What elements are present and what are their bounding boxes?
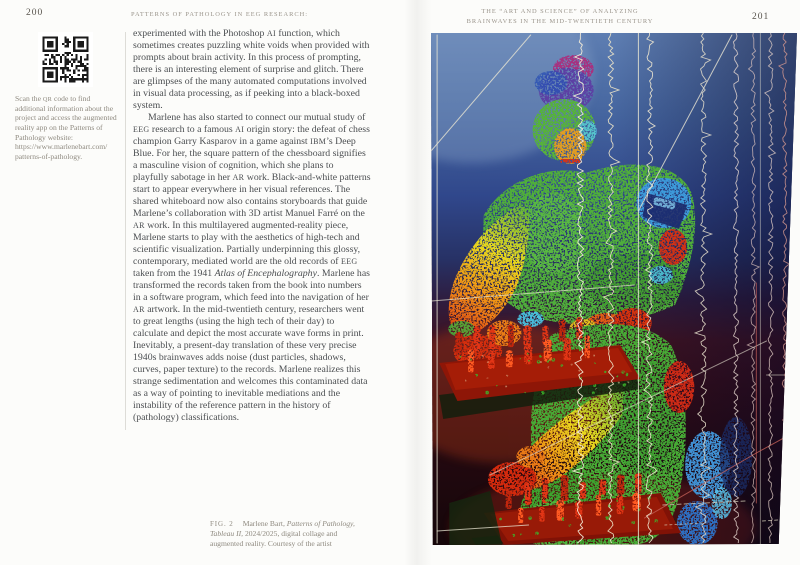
paragraph-text: . Marlene has transformed the records taken from the book into numbers in a software program, which feed into the navigation of her AR artwork. In the mid-twentieth century, researchers went to great lengths (using the high tech of their day) to calculate and depict the most accurate wave forms in print. Inevitably, a present-day translation of these very precise 1940s brainwaves adds noise (dust particles, shadows, curves, paper texture) to the records. Marlene realizes this strange sedimentation and welcomes this contaminated data as a way of pointing to inevitable mediations and the instability of the reference pattern in the history of (pathology) classifications. xyxy=(133,268,370,423)
paragraph: experimented with the Photoshop AI function, which sometimes creates puzzling white voids when provided with prompts about brain activity. In this process of prompting, there is an interesting element of surprise and glitch. There are glimpses of the many automated computations involved in visual data processing, as if peeking into a black-boxed system. xyxy=(133,28,370,111)
paragraph xyxy=(133,112,371,424)
right-page xyxy=(400,0,800,565)
italic-title: Atlas of Encephalography xyxy=(214,268,317,279)
qr-caption-line: Pathology website: xyxy=(15,132,74,142)
qr-caption-line: https://www.marlenebart.com/ xyxy=(15,142,108,152)
caption-title: Patterns of Pathology, Tableau II, xyxy=(210,519,355,539)
caption-post: 2024/2025, digital collage and augmented reality. Courtesy of the artist xyxy=(210,529,338,548)
qr-caption-line: project and access the augmented xyxy=(15,113,117,123)
caption-pre: Marlene Bart, xyxy=(242,519,287,528)
artwork-collage xyxy=(431,33,797,545)
qr-caption-line: reality app on the Patterns of xyxy=(15,122,103,132)
column-rule xyxy=(125,32,126,430)
page-number-right: 201 xyxy=(752,12,770,22)
running-header-left: PATTERNS OF PATHOLOGY IN EEG RESEARCH: xyxy=(130,11,308,18)
running-header-line2: BRAINWAVES IN THE MID-TWENTIETH CENTURY xyxy=(466,17,654,25)
qr-caption-line: additional information about the xyxy=(15,103,114,113)
figure-label: FIG. 2 xyxy=(210,520,234,528)
running-header-line1: THE “ART AND SCIENCE” OF ANALYZING xyxy=(481,8,639,15)
page-number-left: 200 xyxy=(26,8,44,18)
qr-code xyxy=(38,32,93,87)
paragraph-text: Marlene has also started to connect our mutual study of EEG research to a famous AI origin story: the defeat of chess champion Garry Kasparov in a game against IBM’s Deep Blue. For her, the square pattern of the chessboard signifies a masculine vision of cognition, which she plans to playfully sabotage in her AR work. Black-and-white patterns start to appear everywhere in her visual references. The shared whiteboard now also contains storyboards that guide Marlene’s collaboration with 3D artist Manuel Farré on the AR work. In this multilayered augmented-reality piece, Marlene starts to play with the aesthetics of high-tech and scientific visualization. Partially underpinning this glossy, contemporary, mediated world are the old records of EEG taken from the 1941 xyxy=(133,112,371,279)
running-header-right xyxy=(430,7,690,26)
figure-caption xyxy=(210,519,372,549)
artwork-figure xyxy=(431,33,797,545)
qr-caption-line: patterns-of-pathology. xyxy=(15,151,83,161)
qr-caption-line: Scan the QR code to find xyxy=(15,94,91,103)
body-text xyxy=(133,28,371,424)
qr-caption xyxy=(15,94,129,161)
